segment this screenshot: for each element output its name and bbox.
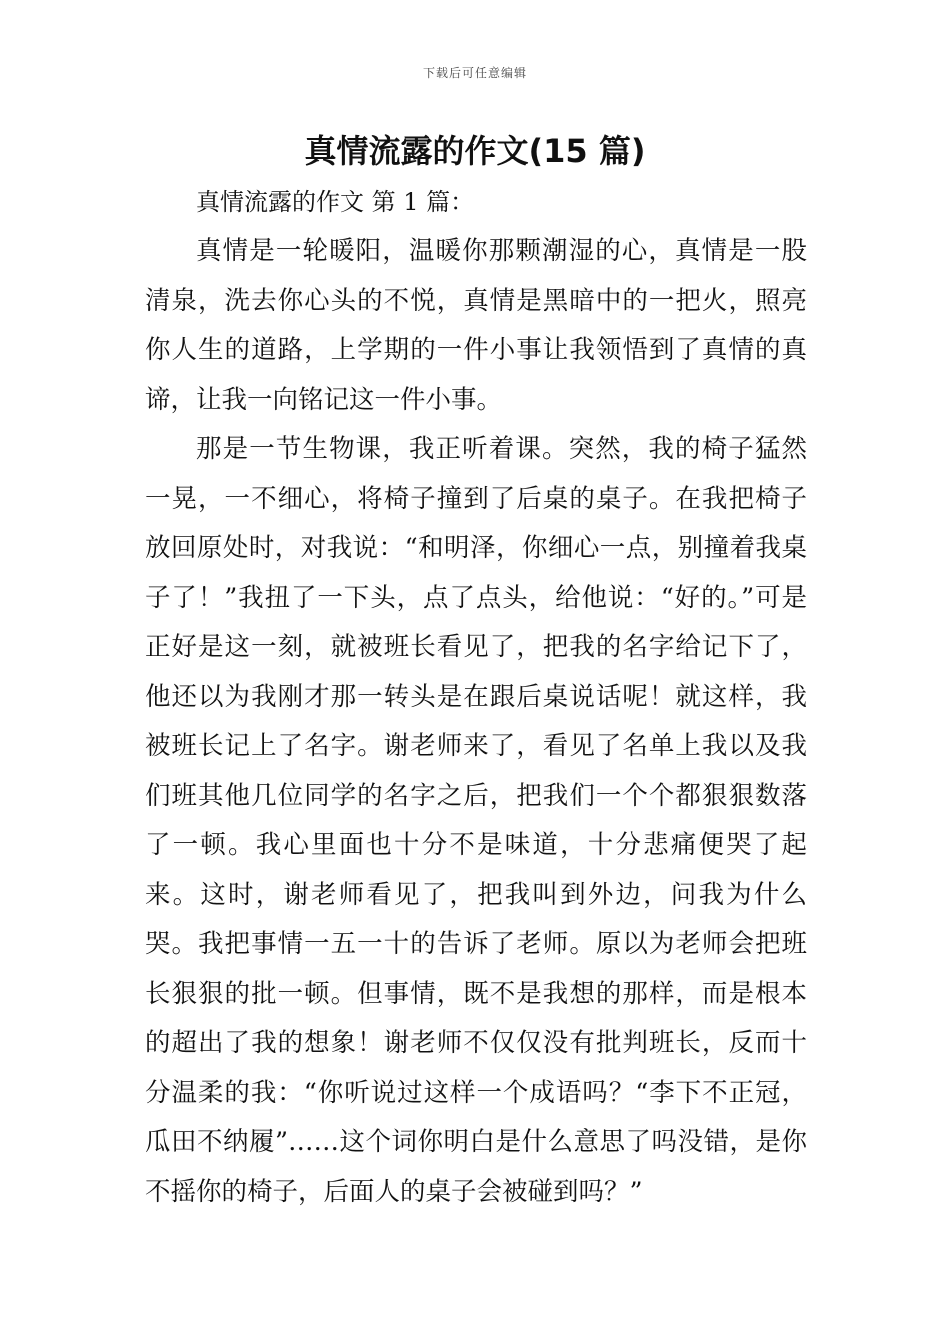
paragraph: 真情是一轮暖阳，温暖你那颗潮湿的心，真情是一股清泉，洗去你心头的不悦，真情是黑暗中的一把火，照亮你人生的道路，上学期的一件小事让我领悟到了真情的真谛，让我一向铭记这一件小事。 — [145, 236, 807, 415]
header-note: 下载后可任意编辑 — [422, 66, 527, 80]
paragraph: 那是一节生物课，我正听着课。突然，我的椅子猛然一晃，一不细心，将椅子撞到了后桌的桌子。在我把椅子放回原处时，对我说：“和明泽，你细心一点，别撞着我桌子了！”我扭了一下头，点了点头，给他说：“好的。”可是正好是这一刻，就被班长看见了，把我的名字给记下了，他还以为我刚才那一转头是在跟后桌说话呢！就这样，我被班长记上了名字。谢老师来了，看见了名单上我以及我们班其他几位同学的名字之后，把我们一个个都狠狠数落了一顿。我心里面也十分不是味道，十分悲痛便哭了起来。这时，谢老师看见了，把我叫到外边，问我为什么哭。我把事情一五一十的告诉了老师。原以为老师会把班长狠狠的批一顿。但事情，既不是我想的那样，而是根本的超出了我的想象！谢老师不仅仅没有批判班长，反而十分温柔的我：“你听说过这样一个成语吗？“李下不正冠，瓜田不纳履”……这个词你明白是什么意思了吗没错，是你不摇你的椅子，后面人的桌子会被碰到吗？” — [145, 434, 807, 1207]
section-heading: 真情流露的作文 第 1 篇： — [196, 188, 475, 216]
document-title: 真情流露的作文(15 篇) — [304, 132, 646, 170]
body-text — [145, 227, 807, 1217]
